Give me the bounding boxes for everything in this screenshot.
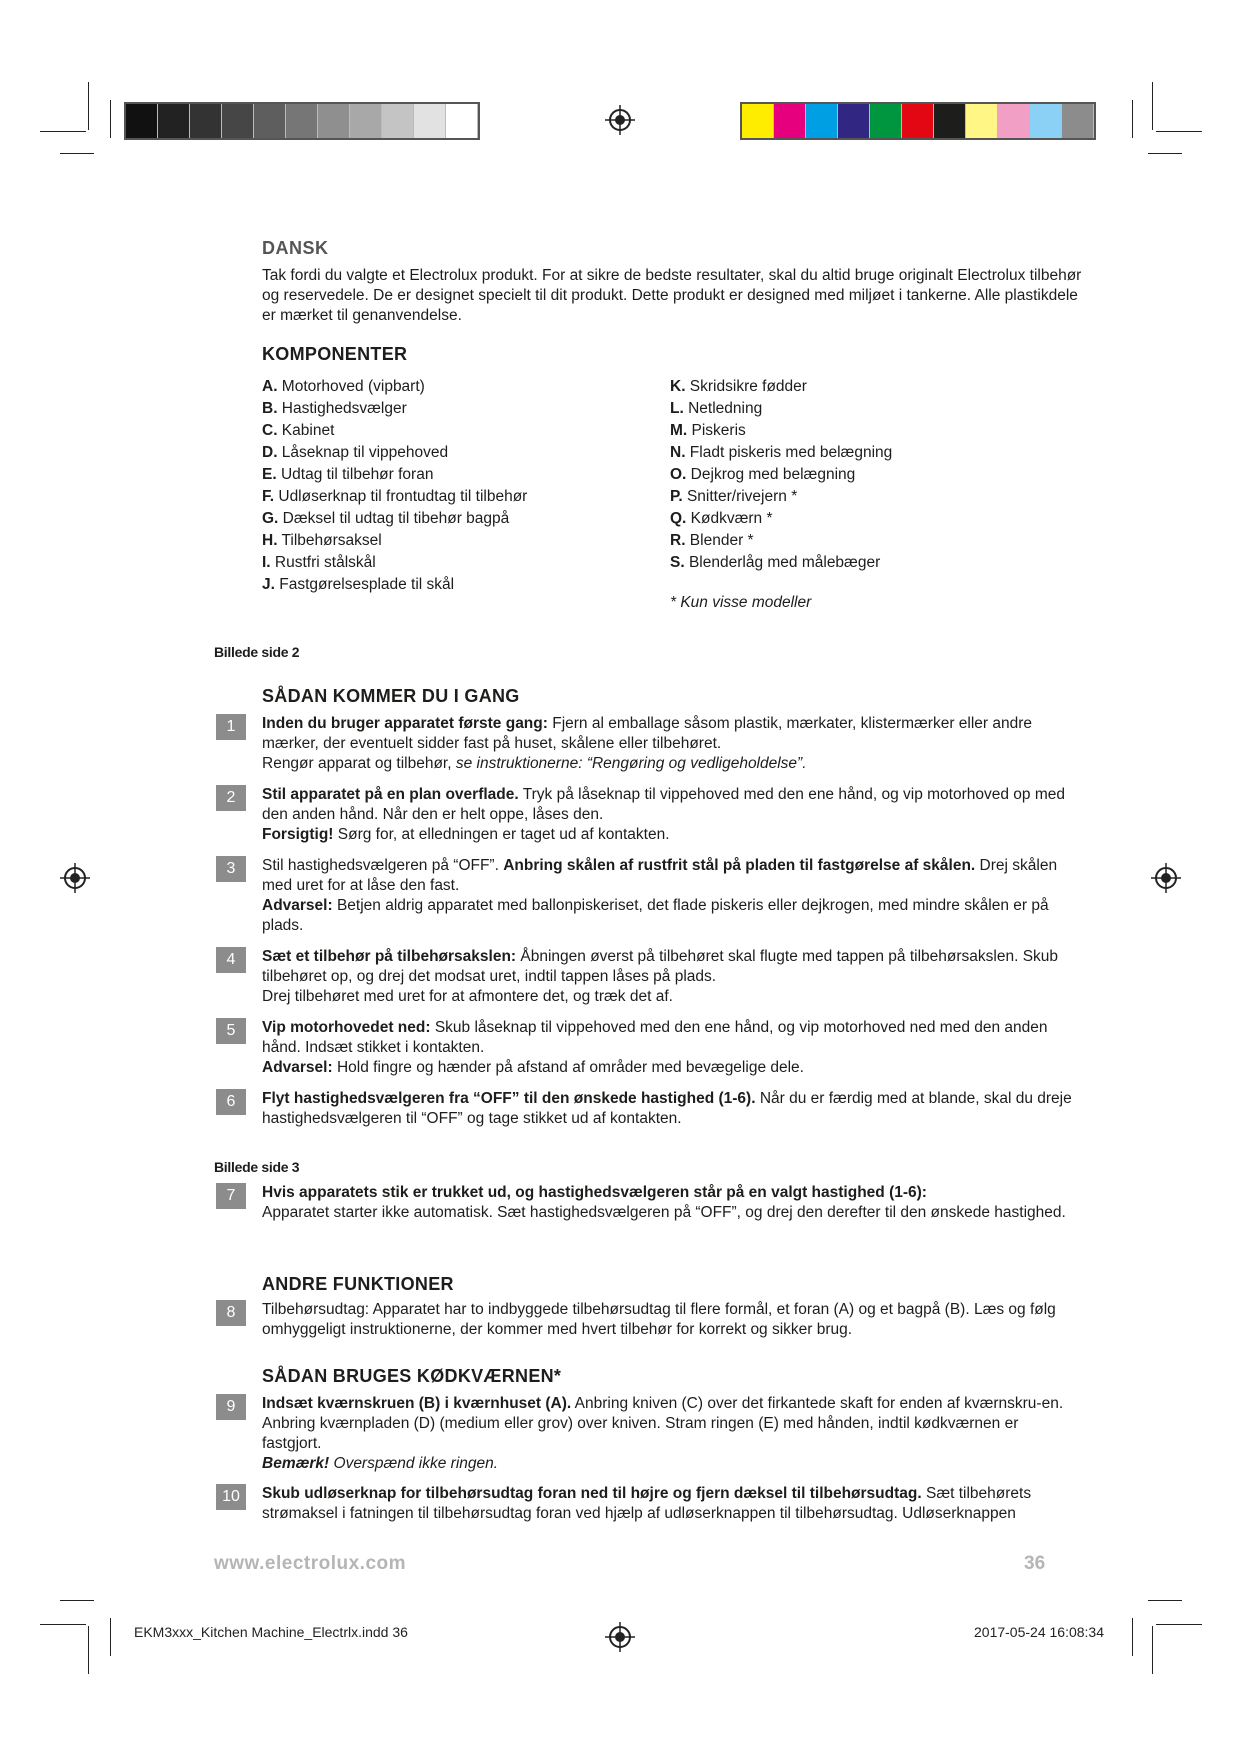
warning-label: Forsigtig!: [262, 826, 334, 843]
crop-mark: [1156, 1624, 1202, 1625]
component-letter: A.: [262, 378, 278, 395]
warning-label: Advarsel:: [262, 1059, 333, 1076]
warning-label: Advarsel:: [262, 897, 333, 914]
step-instruction: Drej skålen med uret for at låse den fast.: [262, 857, 1058, 894]
step-instruction-bold: Flyt hastighedsvælgeren fra “OFF” til den ønskede hastighed (1-6).: [262, 1090, 756, 1107]
component-item: [262, 508, 527, 530]
intro-paragraph: Tak fordi du valgte et Electrolux produkt. For at sikre de bedste resultater, skal du altid bruge originalt Electrolux tilbehør og reservedele. De er designet specielt til dit produkt. Dette produkt er designed med miljøet i tankerne. Alle plastikdele er mærket til genanvendelse.: [262, 267, 1082, 324]
components-list-right: [670, 376, 892, 574]
other-functions-heading: ANDRE FUNKTIONER: [262, 1274, 454, 1294]
component-item: [262, 530, 527, 552]
step-instruction: Sæt tilbehørets strømaksel i fatningen til tilbehørsudtag foran ved hjælp af udløserknappen til tilbehørsudtag. Udløserknappen: [262, 1485, 1032, 1522]
website-link[interactable]: www.electrolux.com: [214, 1553, 407, 1574]
figure-label: Billede side 3: [214, 1159, 300, 1175]
crop-mark: [1148, 153, 1182, 154]
warning-text: Sørg for, at elledningen er taget ud af kontakten.: [333, 826, 670, 843]
step-instruction: Skub låseknap til vippehoved med den ene hånd, og vip motorhoved ned med den anden hånd. Indsæt stikket i kontakten.: [262, 1019, 1048, 1056]
component-name: Dejkrog med belægning: [686, 466, 856, 483]
components-heading: KOMPONENTER: [262, 344, 408, 364]
color-swatch: [414, 104, 446, 138]
step-instruction: Stil hastighedsvælgeren på “OFF”.: [262, 857, 504, 874]
grinder-heading: SÅDAN BRUGES KØDKVÆRNEN*: [262, 1366, 562, 1386]
component-name: Skridsikre fødder: [685, 378, 807, 395]
print-slug-file: EKM3xxx_Kitchen Machine_Electrlx.indd 36: [134, 1624, 408, 1640]
step-number-badge: 1: [216, 714, 246, 740]
component-letter: S.: [670, 554, 685, 571]
component-letter: D.: [262, 444, 278, 461]
color-swatch: [254, 104, 286, 138]
component-letter: N.: [670, 444, 686, 461]
component-letter: B.: [262, 400, 278, 417]
step-number-badge: 9: [216, 1394, 246, 1420]
step-number-badge: 8: [216, 1300, 246, 1326]
warning-text: Hold fingre og hænder på afstand af områder med bevægelige dele.: [332, 1059, 804, 1076]
color-swatch: [318, 104, 350, 138]
crop-mark: [1152, 1626, 1153, 1674]
language-heading: DANSK: [262, 238, 329, 258]
component-letter: I.: [262, 554, 271, 571]
crop-mark: [1152, 82, 1153, 130]
color-swatch: [446, 104, 478, 138]
models-note: * Kun visse modeller: [670, 594, 812, 611]
registration-mark-icon: [60, 863, 90, 893]
color-swatch: [774, 104, 806, 138]
step-text: [262, 1484, 1082, 1524]
step-number-badge: 3: [216, 856, 246, 882]
step-instruction-bold: Inden du bruger apparatet første gang:: [262, 715, 548, 732]
component-letter: M.: [670, 422, 688, 439]
step-instruction: Tilbehørsudtag: Apparatet har to indbyggede tilbehørsudtag til flere formål, et foran (A) og et bagpå (B). Læs og følg omhyggeligt instruktionerne, der kommer med hvert tilbehør for korrekt og sikker brug.: [262, 1301, 1056, 1338]
component-name: Fladt piskeris med belægning: [685, 444, 893, 461]
component-name: Kabinet: [277, 422, 335, 439]
step-number-badge: 7: [216, 1183, 246, 1209]
step-number-badge: 4: [216, 947, 246, 973]
component-item: [262, 464, 527, 486]
component-name: Motorhoved (vipbart): [277, 378, 425, 395]
step-text: [262, 1394, 1082, 1474]
crop-mark: [1132, 100, 1133, 138]
note-text: Overspænd ikke ringen.: [329, 1455, 499, 1472]
step-instruction-bold: Hvis apparatets stik er trukket ud, og hastighedsvælgeren står på en valgt hastighed (1-6):: [262, 1184, 927, 1201]
component-letter: C.: [262, 422, 278, 439]
color-swatch: [1062, 104, 1094, 138]
component-item: [670, 420, 892, 442]
crop-mark: [40, 131, 86, 132]
crop-mark: [88, 1626, 89, 1674]
component-name: Tilbehørsaksel: [277, 532, 382, 549]
component-name: Dæksel til udtag til tibehør bagpå: [278, 510, 510, 527]
components-list-left: [262, 376, 527, 596]
component-item: [670, 376, 892, 398]
step-instruction-italic: se instruktionerne: “Rengøring og vedligeholdelse”.: [455, 755, 807, 772]
component-letter: O.: [670, 466, 687, 483]
component-item: [262, 486, 527, 508]
color-swatch: [838, 104, 870, 138]
color-swatch: [934, 104, 966, 138]
step-instruction-bold: Stil apparatet på en plan overflade.: [262, 786, 519, 803]
component-letter: J.: [262, 576, 275, 593]
step-instruction-bold: Skub udløserknap for tilbehørsudtag foran ned til højre og fjern dæksel til tilbehørsudtag.: [262, 1485, 922, 1502]
component-letter: Q.: [670, 510, 687, 527]
step-text: [262, 785, 1082, 845]
component-item: [670, 530, 892, 552]
crop-mark: [88, 82, 89, 130]
component-letter: L.: [670, 400, 684, 417]
crop-mark: [1156, 131, 1202, 132]
step-text: [262, 714, 1082, 774]
component-letter: K.: [670, 378, 686, 395]
step-number-badge: 10: [216, 1484, 246, 1510]
component-item: [262, 398, 527, 420]
grayscale-color-bar: [124, 102, 480, 140]
color-swatch: [966, 104, 998, 138]
component-name: Blender *: [685, 532, 754, 549]
component-name: Netledning: [683, 400, 763, 417]
color-swatch: [222, 104, 254, 138]
step-text: [262, 1183, 1082, 1223]
color-swatch: [382, 104, 414, 138]
crop-mark: [40, 1624, 86, 1625]
step-number-badge: 2: [216, 785, 246, 811]
print-slug-date: 2017-05-24 16:08:34: [974, 1624, 1104, 1640]
component-letter: F.: [262, 488, 275, 505]
step-text: [262, 1089, 1082, 1129]
component-letter: R.: [670, 532, 686, 549]
color-swatch: [158, 104, 190, 138]
component-item: [670, 552, 892, 574]
component-name: Kødkværn *: [686, 510, 773, 527]
color-swatch: [902, 104, 934, 138]
step-instruction-bold: Sæt et tilbehør på tilbehørsakslen:: [262, 948, 517, 965]
getting-started-heading: SÅDAN KOMMER DU I GANG: [262, 686, 520, 706]
component-item: [262, 442, 527, 464]
step-instruction: Rengør apparat og tilbehør,: [262, 755, 456, 772]
step-instruction: Åbningen øverst på tilbehøret skal flugte med tappen på tilbehørsakslen. Skub tilbehøret op, og drej det modsat uret, indtil tappen låses på plads.: [262, 948, 1059, 985]
figure-label: Billede side 2: [214, 644, 300, 660]
component-name: Låseknap til vippehoved: [277, 444, 449, 461]
component-name: Piskeris: [687, 422, 746, 439]
color-swatch: [286, 104, 318, 138]
component-item: [670, 398, 892, 420]
color-swatch: [190, 104, 222, 138]
registration-mark-icon: [605, 105, 635, 135]
step-instruction: Anbring kniven (C) over det firkantede skaft for enden af kværnskru-en. Anbring kværnpladen (D) (medium eller grov) over kniven. Stram ringen (E) med hånden, indtil kødkværnen er fastgjort.: [262, 1395, 1064, 1452]
process-color-bar: [740, 102, 1096, 140]
step-instruction: Fjern al emballage såsom plastik, mærkater, klistermærker eller andre mærker, der eventuelt sidder fast på huset, skålene eller tilbehøret.: [262, 715, 1033, 752]
component-name: Blenderlåg med målebæger: [684, 554, 881, 571]
color-swatch: [1030, 104, 1062, 138]
warning-text: Betjen aldrig apparatet med ballonpiskeriset, det flade piskeris eller dejkrogen, med mindre skålen er på plads.: [262, 897, 1049, 934]
color-swatch: [126, 104, 158, 138]
registration-mark-icon: [1151, 863, 1181, 893]
step-instruction: Apparatet starter ikke automatisk. Sæt hastighedsvælgeren på “OFF”, og drej den derefter til den ønskede hastighed.: [262, 1204, 1066, 1221]
step-instruction: Drej tilbehøret med uret for at afmontere det, og træk det af.: [262, 988, 673, 1005]
step-text: [262, 856, 1082, 936]
color-swatch: [870, 104, 902, 138]
component-item: [262, 574, 527, 596]
component-item: [670, 464, 892, 486]
component-letter: H.: [262, 532, 278, 549]
component-name: Snitter/rivejern *: [682, 488, 798, 505]
step-instruction-bold: Indsæt kværnskruen (B) i kværnhuset (A).: [262, 1395, 572, 1412]
component-letter: P.: [670, 488, 683, 505]
color-swatch: [806, 104, 838, 138]
step-number-badge: 5: [216, 1018, 246, 1044]
component-item: [670, 486, 892, 508]
registration-mark-icon: [605, 1622, 635, 1652]
step-instruction-bold: Anbring skålen af rustfrit stål på pladen til fastgørelse af skålen.: [503, 857, 976, 874]
step-number-badge: 6: [216, 1089, 246, 1115]
component-item: [262, 376, 527, 398]
component-name: Udtag til tilbehør foran: [276, 466, 434, 483]
component-letter: G.: [262, 510, 279, 527]
color-swatch: [998, 104, 1030, 138]
component-item: [670, 508, 892, 530]
step-instruction: Når du er færdig med at blande, skal du dreje hastighedsvælgeren til “OFF” og tage stikket ud af kontakten.: [262, 1090, 1072, 1127]
component-item: [262, 420, 527, 442]
component-name: Udløserknap til frontudtag til tilbehør: [274, 488, 528, 505]
page-number: 36: [1024, 1553, 1046, 1574]
component-name: Rustfri stålskål: [270, 554, 376, 571]
crop-mark: [110, 1618, 111, 1656]
crop-mark: [1132, 1618, 1133, 1656]
crop-mark: [1148, 1600, 1182, 1601]
component-name: Hastighedsvælger: [277, 400, 407, 417]
color-swatch: [350, 104, 382, 138]
crop-mark: [60, 153, 94, 154]
step-text: [262, 1018, 1082, 1078]
component-name: Fastgørelsesplade til skål: [274, 576, 455, 593]
step-instruction: Tryk på låseknap til vippehoved med den ene hånd, og vip motorhoved op med den anden hånd. Når den er helt oppe, låses den.: [262, 786, 1065, 823]
step-text: [262, 1300, 1082, 1340]
color-swatch: [742, 104, 774, 138]
step-text: [262, 947, 1082, 1007]
crop-mark: [110, 100, 111, 138]
note-label: Bemærk!: [262, 1455, 330, 1472]
component-letter: E.: [262, 466, 277, 483]
step-instruction-bold: Vip motorhovedet ned:: [262, 1019, 431, 1036]
component-item: [670, 442, 892, 464]
crop-mark: [60, 1600, 94, 1601]
component-item: [262, 552, 527, 574]
